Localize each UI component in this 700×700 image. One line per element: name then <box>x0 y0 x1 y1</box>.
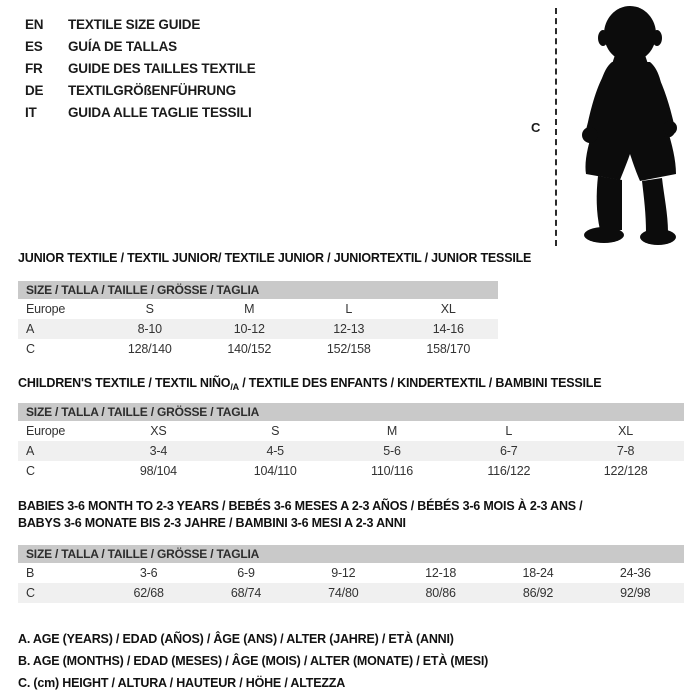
table-row-age <box>18 319 498 339</box>
language-title: TEXTILGRÖßENFÜHRUNG <box>68 82 236 98</box>
size-cell: M <box>244 302 255 316</box>
size-header-band: SIZE / TALLA / TAILLE / GRÖSSE / TAGLIA <box>18 281 498 299</box>
note-height-cm: C. (cm) HEIGHT / ALTURA / HAUTEUR / HÖHE / ALTEZZA <box>18 676 346 690</box>
language-code: ES <box>25 38 43 54</box>
months-cell: 9-12 <box>331 566 356 580</box>
months-cell: 6-9 <box>237 566 255 580</box>
table-row-europe <box>18 299 498 319</box>
language-row-es <box>25 35 256 57</box>
height-cell: 68/74 <box>230 586 262 600</box>
babies-size-table <box>18 545 684 603</box>
height-cell: 116/122 <box>487 464 531 478</box>
height-cell: 110/116 <box>371 464 413 478</box>
language-row-en <box>25 13 256 35</box>
language-title: GUIDE DES TAILLES TEXTILE <box>68 60 256 76</box>
baby-silhouette-image <box>564 4 698 248</box>
title-line-1: BABIES 3-6 MONTH TO 2-3 YEARS / BEBÉS 3-6 MESES A 2-3 AÑOS / BÉBÉS 3-6 MOIS À 2-3 ANS / <box>18 499 583 513</box>
language-code: IT <box>25 104 37 120</box>
height-cell: 98/104 <box>139 464 177 478</box>
age-cell: 7-8 <box>616 444 635 458</box>
height-measure-label: C <box>531 120 541 135</box>
table-row-height <box>18 583 684 603</box>
size-header-band: SIZE / TALLA / TAILLE / GRÖSSE / TAGLIA <box>18 545 684 563</box>
row-label: Europe <box>26 302 66 316</box>
height-cell: 62/68 <box>133 586 164 600</box>
section-title-children <box>18 376 601 392</box>
language-title: GUÍA DE TALLAS <box>68 38 177 54</box>
age-cell: 10-12 <box>233 322 265 336</box>
language-title: GUIDA ALLE TAGLIE TESSILI <box>68 104 252 120</box>
section-title-babies <box>18 498 582 532</box>
language-row-it <box>25 101 256 123</box>
height-cell: 152/158 <box>326 342 371 356</box>
title-text: CHILDREN'S TEXTILE / TEXTIL NIÑO <box>18 376 231 390</box>
language-code: FR <box>25 60 43 76</box>
size-cell: XL <box>618 424 634 438</box>
section-title-junior: JUNIOR TEXTILE / TEXTIL JUNIOR/ TEXTILE JUNIOR / JUNIORTEXTIL / JUNIOR TESSILE <box>18 251 532 265</box>
title-subscript: /A <box>230 382 239 392</box>
height-cell: 92/98 <box>620 586 651 600</box>
table-row-height <box>18 339 498 359</box>
height-cell: 122/128 <box>603 464 648 478</box>
children-size-table <box>18 403 684 481</box>
language-code: EN <box>25 16 44 32</box>
months-cell: 24-36 <box>619 566 651 580</box>
note-age-months: B. AGE (MONTHS) / EDAD (MESES) / ÂGE (MOIS) / ALTER (MONATE) / ETÀ (MESI) <box>18 654 489 668</box>
height-cell: 158/170 <box>426 342 471 356</box>
size-cell: S <box>145 302 154 316</box>
row-label: C <box>26 464 35 478</box>
size-cell: S <box>271 424 280 438</box>
age-cell: 12-13 <box>333 322 365 336</box>
height-measure-dashed-line <box>555 8 557 246</box>
row-label: B <box>26 566 35 580</box>
size-cell: XS <box>150 424 167 438</box>
note-age-years: A. AGE (YEARS) / EDAD (AÑOS) / ÂGE (ANS) / ALTER (JAHRE) / ETÀ (ANNI) <box>18 632 454 646</box>
title-line-2: BABYS 3-6 MONATE BIS 2-3 JAHRE / BAMBINI 3-6 MESI A 2-3 ANNI <box>18 516 406 530</box>
months-cell: 12-18 <box>425 566 457 580</box>
language-title: TEXTILE SIZE GUIDE <box>68 16 201 32</box>
age-cell: 14-16 <box>432 322 464 336</box>
age-cell: 6-7 <box>500 444 518 458</box>
age-cell: 5-6 <box>383 444 401 458</box>
language-row-de <box>25 79 256 101</box>
row-label: A <box>26 322 35 336</box>
table-row-age <box>18 441 684 461</box>
row-label: A <box>26 444 35 458</box>
height-cell: 86/92 <box>522 586 554 600</box>
table-row-europe <box>18 421 684 441</box>
height-cell: 128/140 <box>127 342 172 356</box>
size-cell: XL <box>440 302 456 316</box>
age-cell: 4-5 <box>266 444 284 458</box>
legend-notes <box>18 628 488 694</box>
age-cell: 3-4 <box>149 444 168 458</box>
height-cell: 140/152 <box>227 342 272 356</box>
row-label: C <box>26 342 35 356</box>
height-cell: 80/86 <box>425 586 456 600</box>
size-cell: M <box>386 424 398 438</box>
junior-size-table <box>18 281 498 359</box>
height-cell: 74/80 <box>328 586 359 600</box>
size-cell: L <box>345 302 353 316</box>
language-list <box>25 13 256 123</box>
age-cell: 8-10 <box>137 322 162 336</box>
row-label: C <box>26 586 35 600</box>
size-cell: L <box>505 424 513 438</box>
language-code: DE <box>25 82 44 98</box>
months-cell: 18-24 <box>522 566 554 580</box>
size-header-band: SIZE / TALLA / TAILLE / GRÖSSE / TAGLIA <box>18 403 684 421</box>
table-row-height <box>18 461 684 481</box>
title-text: / TEXTILE DES ENFANTS / KINDERTEXTIL / BAMBINI TESSILE <box>238 376 602 390</box>
height-cell: 104/110 <box>253 464 297 478</box>
months-cell: 3-6 <box>139 566 158 580</box>
language-row-fr <box>25 57 256 79</box>
table-row-months <box>18 563 684 583</box>
row-label: Europe <box>26 424 66 438</box>
